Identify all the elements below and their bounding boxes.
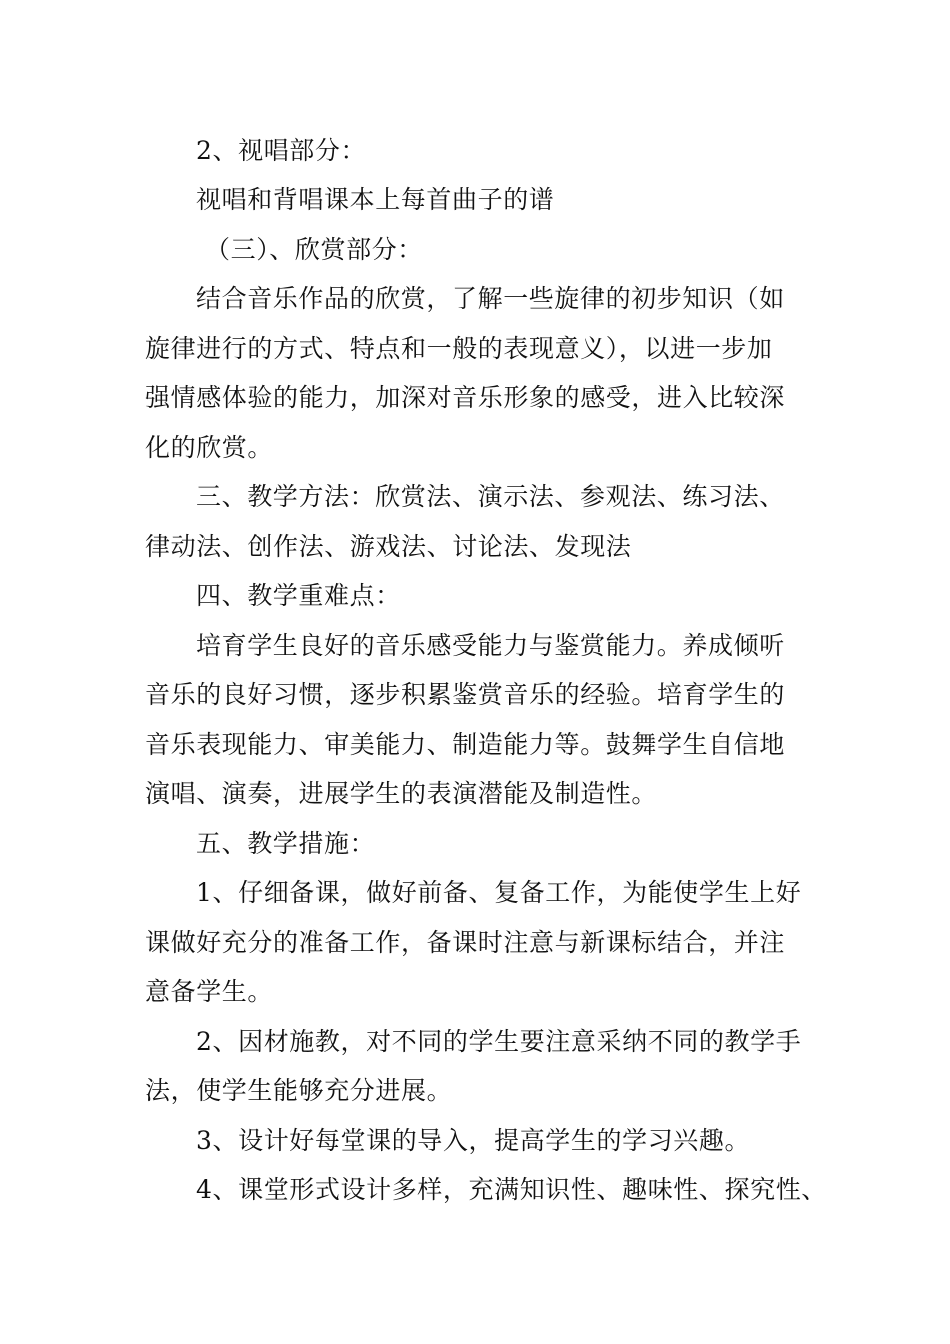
paragraph-line: 强情感体验的能力，加深对音乐形象的感受，进入比较深 <box>145 383 786 412</box>
paragraph-line: 结合音乐作品的欣赏，了解一些旋律的初步知识（如 <box>196 284 785 313</box>
paragraph-line: 音乐表现能力、审美能力、制造能力等。鼓舞学生自信地 <box>145 730 786 759</box>
paragraph-line: 音乐的良好习惯，逐步积累鉴赏音乐的经验。培育学生的 <box>145 680 786 709</box>
paragraph-line: 化的欣赏。 <box>145 433 274 462</box>
paragraph-line: 3、设计好每堂课的导入，提高学生的学习兴趣。 <box>196 1126 751 1155</box>
section-heading-key-points: 四、教学重难点： <box>196 581 401 610</box>
section-heading-teaching-methods: 三、教学方法：欣赏法、演示法、参观法、练习法、 <box>196 482 785 511</box>
paragraph-line: 演唱、演奏，进展学生的表演潜能及制造性。 <box>145 779 658 808</box>
paragraph-line: 4、课堂形式设计多样，充满知识性、趣味性、探究性、 <box>196 1175 827 1204</box>
paragraph-line: 意备学生。 <box>145 977 274 1006</box>
section-heading-measures: 五、教学措施： <box>196 829 376 858</box>
sub-heading-sight-singing: 2、视唱部分： <box>196 136 367 165</box>
paragraph-line: 法，使学生能够充分进展。 <box>145 1076 453 1105</box>
paragraph-line: 视唱和背唱课本上每首曲子的谱 <box>196 185 555 214</box>
paragraph-line: 2、因材施教，对不同的学生要注意采纳不同的教学手 <box>196 1027 802 1056</box>
paragraph-line: 律动法、创作法、游戏法、讨论法、发现法 <box>145 532 632 561</box>
paragraph-line: 旋律进行的方式、特点和一般的表现意义），以进一步加 <box>145 334 773 363</box>
paragraph-line: 1、仔细备课，做好前备、复备工作，为能使学生上好 <box>196 878 802 907</box>
paragraph-line: 培育学生良好的音乐感受能力与鉴赏能力。养成倾听 <box>196 631 785 660</box>
paragraph-line: 课做好充分的准备工作，备课时注意与新课标结合，并注 <box>145 928 786 957</box>
section-heading-appreciation: （三）、欣赏部分： <box>205 235 423 264</box>
